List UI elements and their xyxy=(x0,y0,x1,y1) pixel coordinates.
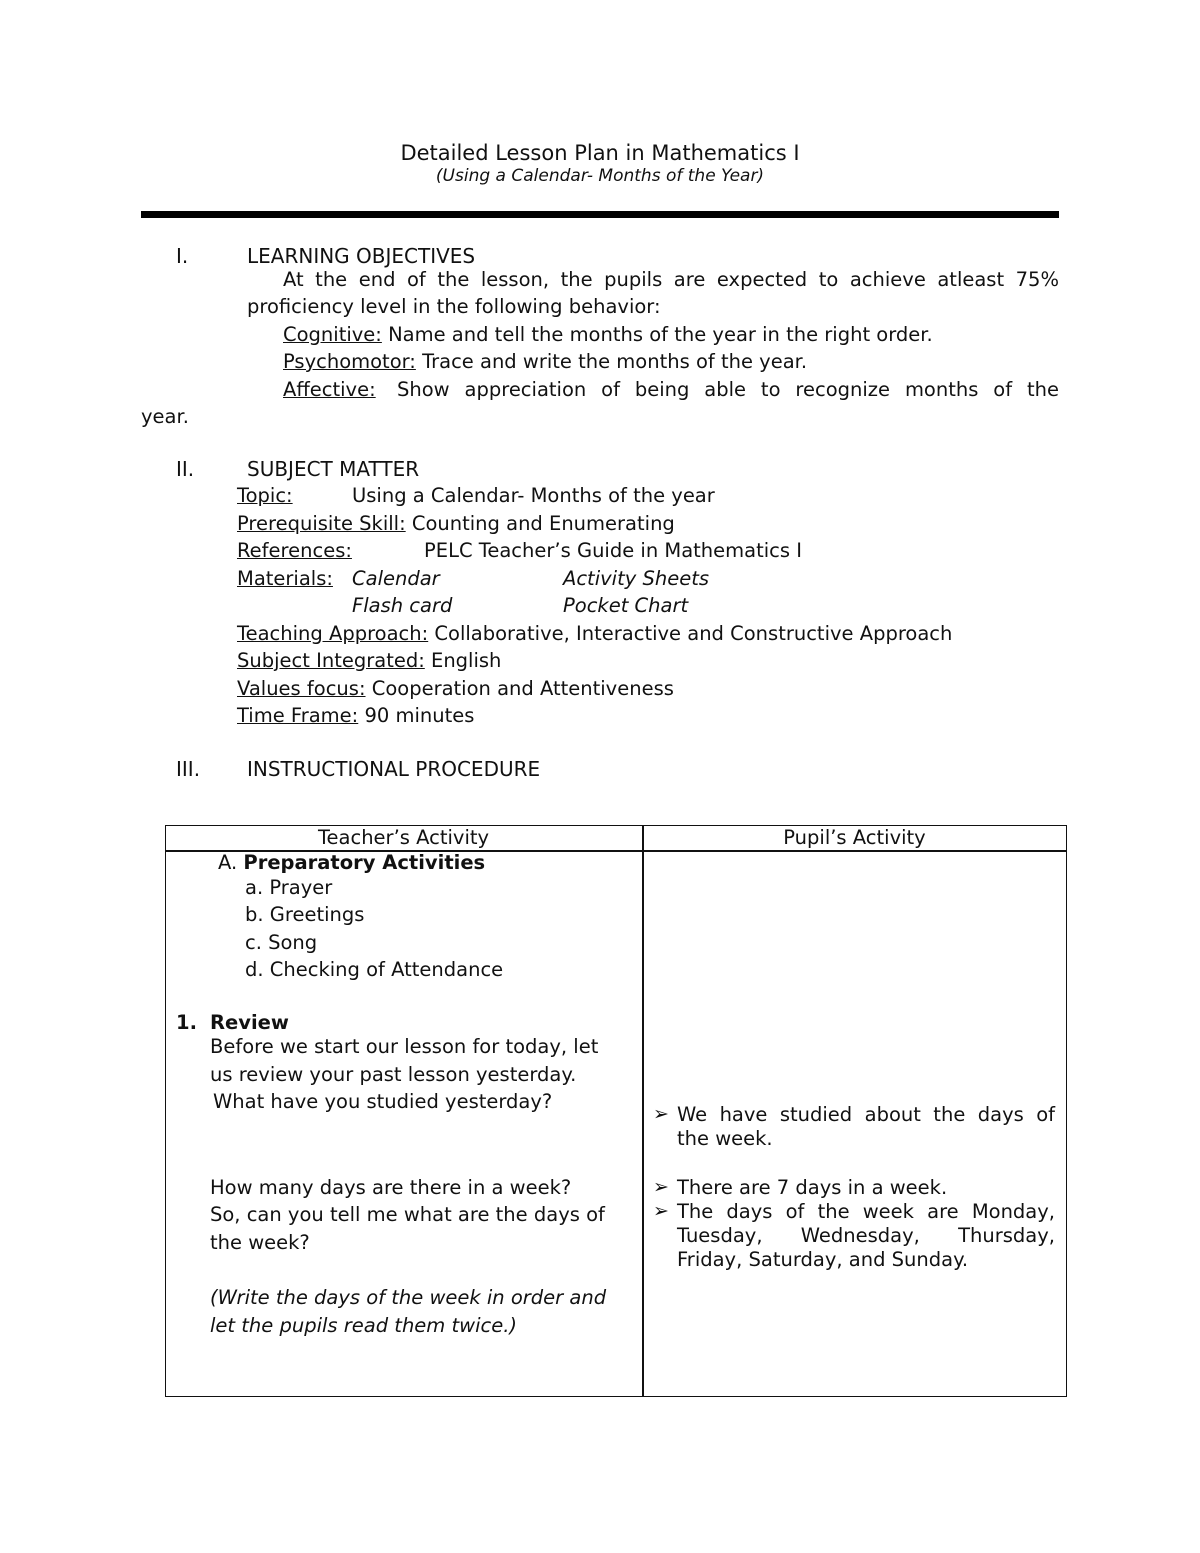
material-item: Flash card xyxy=(352,594,453,617)
section-numeral-procedure: III. xyxy=(176,757,201,781)
pupil-line: the week. xyxy=(677,1127,773,1150)
cognitive-text: Name and tell the months of the year in the right order. xyxy=(381,323,933,346)
prerequisite-value: Counting and Enumerating xyxy=(405,512,675,535)
table-header-teacher: Teacher’s Activity xyxy=(317,826,490,849)
integrated-row xyxy=(237,649,501,672)
materials-label: Materials: xyxy=(237,567,333,590)
teacher-note: let the pupils read them twice.) xyxy=(210,1314,518,1337)
section-heading-procedure: INSTRUCTIONAL PROCEDURE xyxy=(247,757,541,781)
approach-value: Collaborative, Interactive and Constructive Approach xyxy=(428,622,953,645)
teacher-note: (Write the days of the week in order and xyxy=(210,1286,607,1309)
affective-text-continued: year. xyxy=(141,405,189,428)
section-heading-subject: SUBJECT MATTER xyxy=(247,457,420,481)
teacher-line: What have you studied yesterday? xyxy=(213,1090,553,1113)
affective-label: Affective: xyxy=(283,378,376,401)
objectives-intro-line-1: At the end of the lesson, the pupils are expected to achieve atleast 75% xyxy=(283,268,1059,291)
objective-cognitive xyxy=(283,323,933,346)
topic-value: Using a Calendar- Months of the year xyxy=(352,484,715,507)
approach-row xyxy=(237,622,952,645)
preparatory-heading xyxy=(218,851,485,874)
pupil-line: We have studied about the days of xyxy=(677,1103,1055,1126)
table-header-pupil: Pupil’s Activity xyxy=(783,826,926,849)
time-row xyxy=(237,704,474,727)
teacher-line: So, can you tell me what are the days of xyxy=(210,1203,605,1226)
time-label: Time Frame: xyxy=(237,704,359,727)
cognitive-label: Cognitive: xyxy=(283,323,382,346)
teacher-line: us review your past lesson yesterday. xyxy=(210,1063,577,1086)
table-column-divider xyxy=(642,825,644,1397)
arrow-bullet-icon: ➢ xyxy=(653,1200,669,1222)
section-heading-objectives: LEARNING OBJECTIVES xyxy=(247,244,476,268)
pupil-line: The days of the week are Monday, xyxy=(677,1200,1055,1223)
topic-label: Topic: xyxy=(237,484,293,507)
psychomotor-label: Psychomotor: xyxy=(283,350,416,373)
pupil-line: Friday, Saturday, and Sunday. xyxy=(677,1248,969,1271)
integrated-label: Subject Integrated: xyxy=(237,649,425,672)
time-value: 90 minutes xyxy=(358,704,475,727)
references-label: References: xyxy=(237,539,352,562)
objective-affective xyxy=(283,378,1059,401)
objectives-intro-line-2: proficiency level in the following behavior: xyxy=(247,295,661,318)
pupil-line: There are 7 days in a week. xyxy=(677,1176,948,1199)
teacher-line: How many days are there in a week? xyxy=(210,1176,572,1199)
teacher-line: the week? xyxy=(210,1231,310,1254)
references-value: PELC Teacher’s Guide in Mathematics I xyxy=(424,539,803,562)
preparatory-letter: A. xyxy=(218,851,238,874)
list-item: a. Prayer xyxy=(245,876,333,899)
material-item: Pocket Chart xyxy=(563,594,689,617)
review-heading: Review xyxy=(210,1011,289,1034)
affective-text: Show appreciation of being able to recognize months of the xyxy=(397,378,1059,401)
teacher-line: Before we start our lesson for today, let xyxy=(210,1035,599,1058)
psychomotor-text: Trace and write the months of the year. xyxy=(415,350,808,373)
material-item: Calendar xyxy=(352,567,440,590)
section-numeral-objectives: I. xyxy=(176,244,189,268)
values-row xyxy=(237,677,674,700)
document-subtitle: (Using a Calendar- Months of the Year) xyxy=(435,166,765,186)
title-divider xyxy=(141,211,1059,218)
review-number: 1. xyxy=(176,1011,197,1034)
values-label: Values focus: xyxy=(237,677,366,700)
material-item: Activity Sheets xyxy=(563,567,710,590)
section-numeral-subject: II. xyxy=(176,457,195,481)
approach-label: Teaching Approach: xyxy=(237,622,429,645)
prerequisite-row xyxy=(237,512,675,535)
preparatory-title: Preparatory Activities xyxy=(243,851,486,874)
objective-psychomotor xyxy=(283,350,807,373)
pupil-line: Tuesday, Wednesday, Thursday, xyxy=(677,1224,1055,1247)
list-item: b. Greetings xyxy=(245,903,365,926)
list-item: d. Checking of Attendance xyxy=(245,958,504,981)
document-title: Detailed Lesson Plan in Mathematics I xyxy=(400,141,800,165)
prerequisite-label: Prerequisite Skill: xyxy=(237,512,406,535)
integrated-value: English xyxy=(424,649,502,672)
list-item: c. Song xyxy=(245,931,318,954)
values-value: Cooperation and Attentiveness xyxy=(365,677,674,700)
arrow-bullet-icon: ➢ xyxy=(653,1176,669,1198)
arrow-bullet-icon: ➢ xyxy=(653,1103,669,1125)
